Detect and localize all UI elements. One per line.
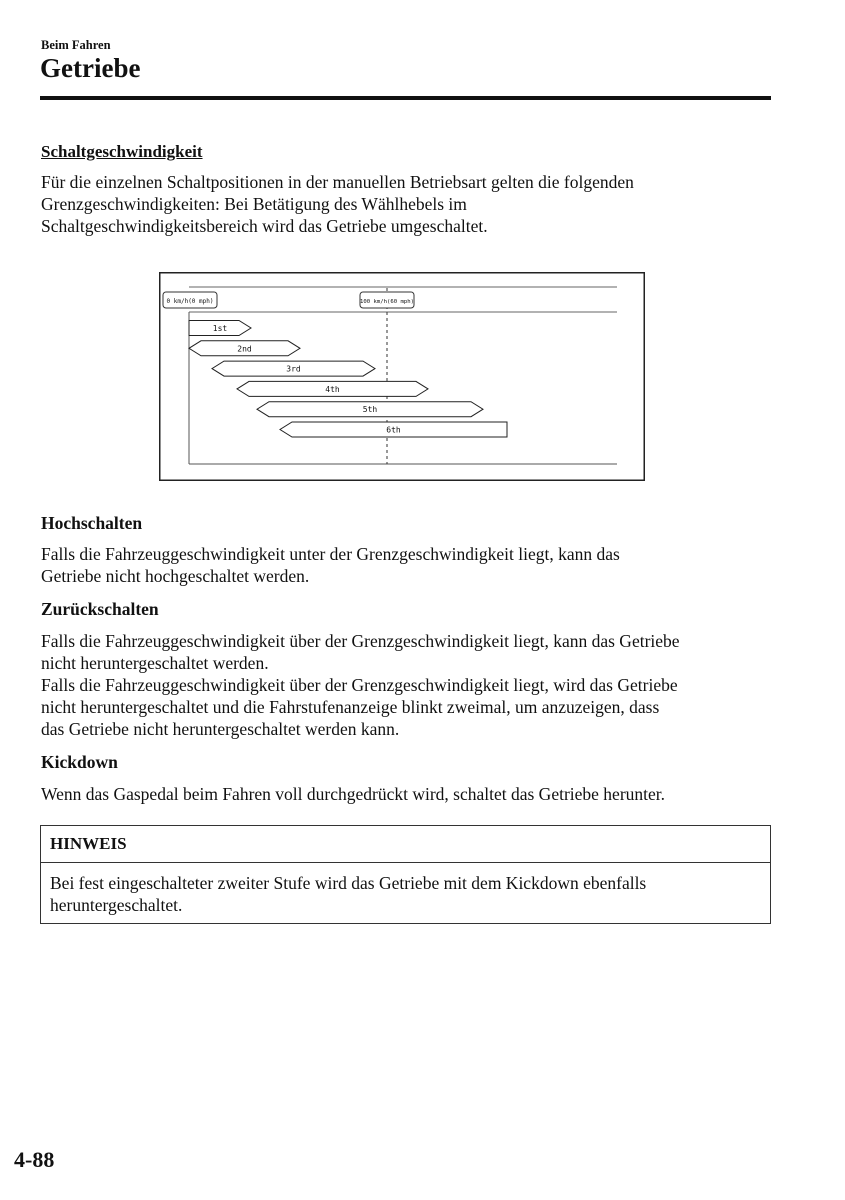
- text-line: das Getriebe nicht heruntergeschaltet werden kann.: [41, 719, 400, 739]
- kickdown-paragraph: [41, 783, 781, 805]
- page-number: 4-88: [14, 1147, 55, 1172]
- gear-label-5th: 5th: [362, 405, 378, 415]
- zurueckschalten-paragraph: [41, 630, 781, 740]
- gear-label-2nd: 2nd: [237, 344, 252, 354]
- breadcrumb: Beim Fahren: [41, 38, 111, 52]
- text-line: Schaltgeschwindigkeitsbereich wird das Getriebe umgeschaltet.: [41, 216, 488, 236]
- text-line: nicht heruntergeschaltet und die Fahrstufenanzeige blinkt zweimal, um anzuzeigen, dass: [41, 697, 660, 717]
- title-divider: [40, 96, 771, 100]
- text-line: Für die einzelnen Schaltpositionen in der manuellen Betriebsart gelten die folgenden: [41, 172, 634, 192]
- intro-paragraph: [41, 171, 781, 237]
- text-line: nicht heruntergeschaltet werden.: [41, 653, 269, 673]
- gear-label-3rd: 3rd: [286, 364, 301, 374]
- start-speed-label: 0 km/h(0 mph): [166, 298, 214, 305]
- text-line: Getriebe nicht hochgeschaltet werden.: [41, 566, 310, 586]
- gear-label-1st: 1st: [212, 324, 228, 333]
- gear-label-4th: 4th: [325, 384, 340, 394]
- note-text: [50, 872, 762, 916]
- note-title: HINWEIS: [50, 834, 127, 853]
- text-line: Bei fest eingeschalteter zweiter Stufe wird das Getriebe mit dem Kickdown ebenfalls: [50, 873, 647, 893]
- text-line: Grenzgeschwindigkeiten: Bei Betätigung des Wählhebels im: [41, 194, 467, 214]
- text-line: heruntergeschaltet.: [50, 895, 183, 915]
- text-line: Wenn das Gaspedal beim Fahren voll durchgedrückt wird, schaltet das Getriebe herunter.: [41, 784, 666, 804]
- note-divider: [41, 862, 770, 863]
- kickdown-heading: Kickdown: [41, 752, 118, 772]
- mark-speed-label: 100 km/h(60 mph): [360, 299, 414, 305]
- gear-label-6th: 6th: [386, 425, 401, 435]
- text-line: Falls die Fahrzeuggeschwindigkeit über der Grenzgeschwindigkeit liegt, kann das Getriebe: [41, 631, 680, 651]
- hochschalten-paragraph: [41, 543, 781, 587]
- hochschalten-heading: Hochschalten: [41, 513, 143, 533]
- section-heading: Schaltgeschwindigkeit: [41, 142, 203, 161]
- note-box: [40, 825, 771, 924]
- text-line: Falls die Fahrzeuggeschwindigkeit unter der Grenzgeschwindigkeit liegt, kann das: [41, 544, 620, 564]
- shift-speed-diagram: [159, 272, 645, 481]
- zurueckschalten-heading: Zurückschalten: [41, 599, 159, 619]
- page-title: Getriebe: [40, 53, 141, 83]
- text-line: Falls die Fahrzeuggeschwindigkeit über der Grenzgeschwindigkeit liegt, wird das Getriebe: [41, 675, 678, 695]
